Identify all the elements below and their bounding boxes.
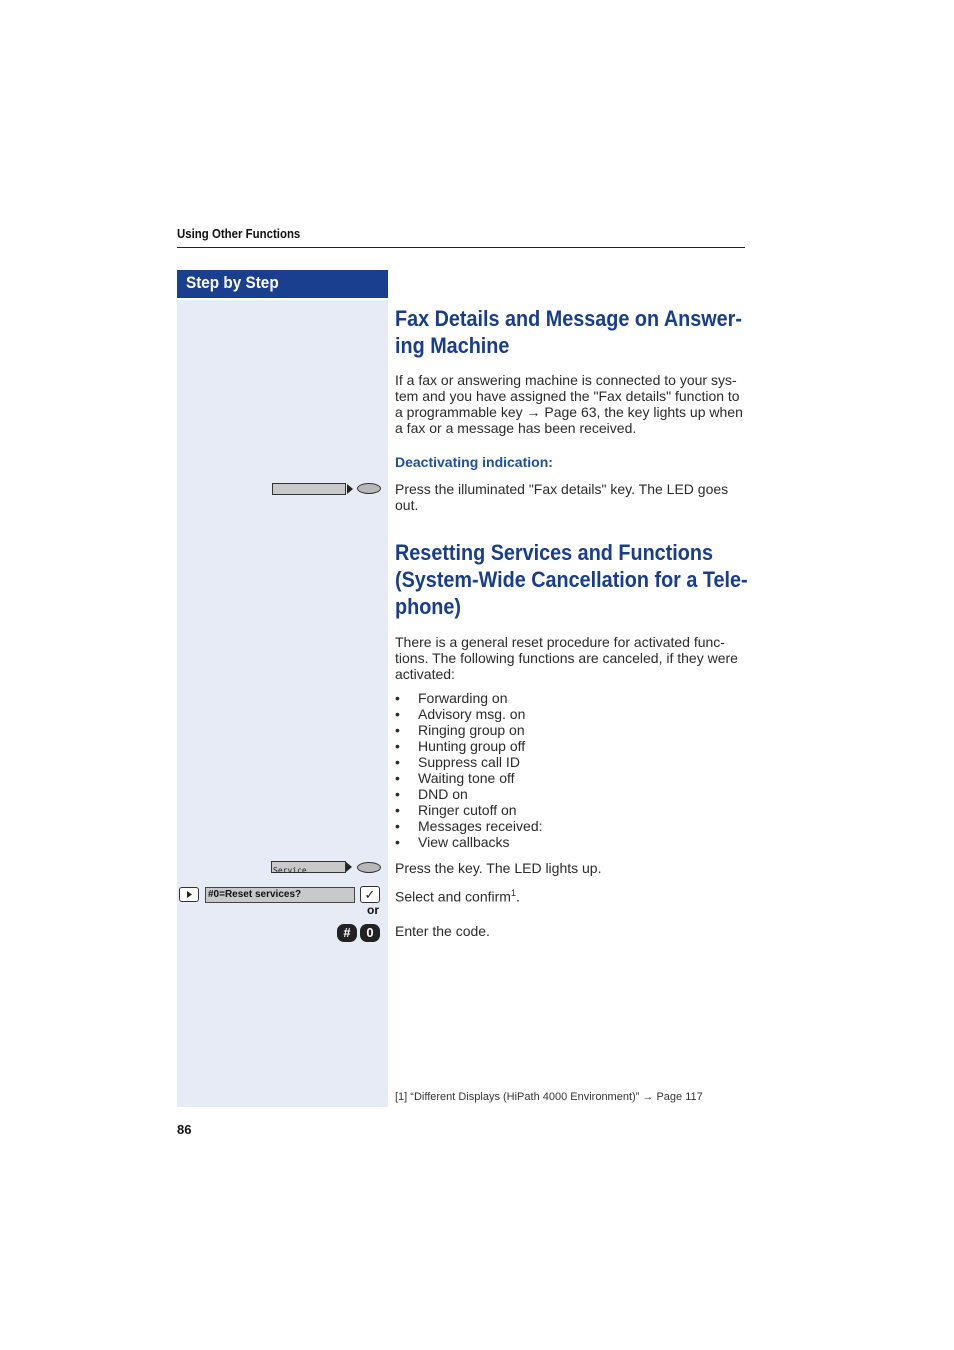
intro-line: a fax or a message has been received. [395,420,637,436]
section2-title-line: (System-Wide Cancellation for a Tele- [395,567,748,592]
sidebar-panel [177,300,388,1107]
section2-title-line: phone) [395,594,461,619]
step-press-key: Press the key. The LED lights up. [395,860,602,876]
key-arrow-icon [347,484,353,494]
service-key-label: Service [273,866,307,875]
fax-led-icon [357,483,381,494]
deactivating-subheading: Deactivating indication: [395,454,553,470]
footnote: [1] “Different Displays (HiPath 4000 Environment)” → Page 117 [395,1091,703,1103]
intro-line: activated: [395,666,455,682]
intro-line: tions. The following functions are canceled, if they were [395,650,738,666]
section2-intro [395,634,747,682]
section1-intro [395,372,747,436]
list-item: • Messages received: [395,818,543,834]
scroll-arrow-button[interactable] [179,887,199,902]
section1-title [395,305,742,359]
fax-details-key[interactable] [272,483,346,495]
intro-line: tem and you have assigned the "Fax details" function to [395,388,740,404]
list-item: • Ringing group on [395,722,543,738]
list-item: • Ringer cutoff on [395,802,543,818]
list-item: • Advisory msg. on [395,706,543,722]
or-label: or [367,903,379,917]
service-key[interactable] [271,861,346,873]
running-header: Using Other Functions [177,226,301,241]
list-item: • Waiting tone off [395,770,543,786]
list-item: • Hunting group off [395,738,543,754]
list-item: • View callbacks [395,834,543,850]
hash-key[interactable]: # [337,924,357,942]
footnote-marker: 1 [510,888,516,898]
section1-title-line: ing Machine [395,333,510,358]
section2-title [395,539,748,620]
zero-key[interactable]: 0 [360,924,380,942]
header-rule [177,247,745,248]
service-led-icon [357,862,381,873]
step-select-confirm: Select and confirm$^1$. [395,888,520,905]
section1-title-line: Fax Details and Message on Answer- [395,306,742,331]
select-confirm-text: Select and confirm [395,888,511,905]
checkmark-icon: ✓ [364,887,376,902]
section2-title-line: Resetting Services and Functions [395,540,713,565]
step-line: Press the illuminated "Fax details" key. The LED goes [395,481,729,497]
list-item: • Suppress call ID [395,754,543,770]
confirm-button[interactable] [360,886,380,903]
sidebar-title: Step by Step [186,273,279,292]
intro-line: a programmable key → Page 63, the key lights up when [395,404,743,420]
display-menu-item[interactable]: #0=Reset services? [205,887,355,903]
page-number: 86 [177,1122,192,1137]
intro-line: There is a general reset procedure for activated func- [395,634,725,650]
cancelled-functions-list [395,690,543,850]
key-arrow-icon [346,862,352,872]
chevron-right-icon [180,888,198,901]
section1-step [395,481,747,513]
step-line: out. [395,497,419,513]
list-item: • DND on [395,786,543,802]
step-enter-code: Enter the code. [395,923,490,939]
list-item: • Forwarding on [395,690,543,706]
intro-line: If a fax or answering machine is connected to your sys- [395,372,737,388]
